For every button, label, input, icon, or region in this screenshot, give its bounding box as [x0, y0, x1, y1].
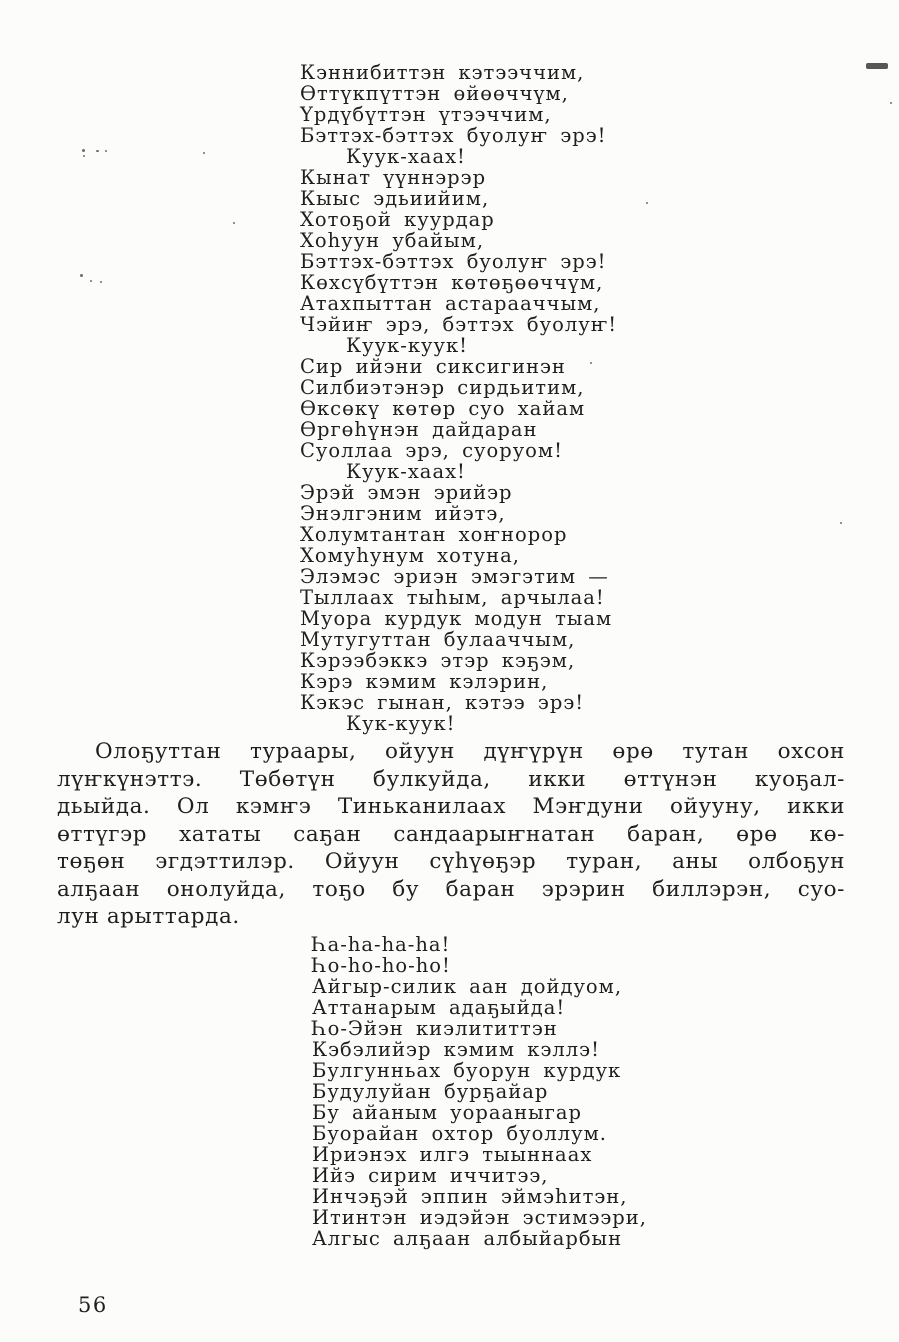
poem-line: Будулуйан бурҕайар	[312, 1079, 549, 1103]
scan-smudge	[866, 63, 888, 69]
poem-line: Айгыр-силик аан дойдуом,	[312, 974, 623, 998]
scan-speck	[590, 362, 592, 364]
poem-line: Элэмэс эриэн эмэгэтим —	[300, 565, 609, 588]
prose-line: лун арыттарда.	[57, 904, 240, 929]
poem-line: Бу айаным уорааныгар	[312, 1100, 582, 1124]
poem-line: Куук-куук!	[346, 334, 468, 357]
poem-stanza-1	[300, 62, 899, 734]
poem-line: Хотоҕой куурдар	[300, 208, 495, 231]
poem-line: Һа-һа-һа-һа!	[312, 932, 451, 956]
poem-line: Энэлгэним ийэтэ,	[300, 502, 506, 525]
prose-paragraph	[57, 738, 845, 931]
poem-line: Эрэй эмэн эрийэр	[300, 481, 513, 504]
poem-line: Алгыс алҕаан албыйарбын	[312, 1226, 623, 1250]
poem-line: Үрдүбүттэн үтээччим,	[300, 103, 552, 126]
poem-line: Һо-Эйэн киэлититтэн	[312, 1016, 558, 1040]
prose-line: дьыйда. Ол кэмҥэ Тиньканилаах Мэҥдуни ойууну, икки	[57, 794, 845, 819]
poem-line: Кэннибиттэн кэтээччим,	[300, 61, 585, 84]
poem-line: Көхсүбүттэн көтөҕөөччүм,	[300, 271, 604, 294]
book-page	[0, 62, 899, 1342]
poem-line: Хоһуун убайым,	[300, 229, 485, 252]
poem-line: Өттүкпүттэн өйөөччүм,	[300, 82, 569, 105]
prose-line: алҕаан онолуйда, тоҕо бу баран эрэрин биллэрэн, суо-	[57, 876, 845, 902]
poem-line: Сир ийэни сиксигинэн	[300, 355, 566, 378]
scan-speck	[890, 102, 892, 104]
scan-speck	[233, 222, 235, 224]
poem-line: Тыллаах тыһым, арчылаа!	[300, 586, 605, 609]
scan-speck	[80, 274, 83, 277]
scan-speck	[100, 281, 102, 283]
poem-line: Муора курдук модун тыам	[300, 607, 613, 630]
poem-line: Һо-һо-һо-һо!	[312, 953, 451, 977]
scan-speck	[83, 155, 85, 157]
poem-line: Суоллаа эрэ, суоруом!	[300, 439, 563, 462]
prose-line: Олоҕуттан тураары, ойуун дүҥүрүн өрө тутан охсон	[95, 739, 845, 764]
poem-line: Бэттэх-бэттэх буолуҥ эрэ!	[300, 124, 607, 147]
poem-line: Силбиэтэнэр сирдьитим,	[300, 376, 585, 399]
scan-speck	[203, 152, 205, 154]
poem-line: Аттанарым адаҕыйда!	[312, 995, 566, 1019]
poem-line: Булгунньах буорун курдук	[312, 1058, 622, 1082]
poem-stanza-2	[312, 934, 899, 1249]
prose-line: лүҥкүнэттэ. Төбөтүн булкуйда, икки өттүнэн куоҕал-	[57, 766, 845, 792]
scan-speck	[90, 280, 92, 282]
prose-line: өттүгэр хататы саҕан сандаарыҥнатан баран, өрө кө-	[57, 821, 845, 847]
scan-speck	[105, 150, 107, 152]
poem-line: Мутугуттан булааччым,	[300, 628, 576, 651]
poem-line: Атахпыттан астарааччым,	[300, 292, 601, 315]
page-number: 56	[78, 1293, 108, 1317]
poem-line: Кэрэ кэмим кэлэрин,	[300, 670, 549, 693]
poem-line: Кук-куук!	[346, 712, 456, 735]
poem-line: Буорайан охтор буоллум.	[312, 1121, 607, 1145]
scan-speck	[840, 522, 842, 524]
poem-line: Холумтантан хоҥнорор	[300, 523, 568, 546]
poem-line: Кэбэлийэр кэмим кэллэ!	[312, 1037, 600, 1061]
poem-line: Кынат үүннэрэр	[300, 166, 487, 189]
scan-speck	[646, 202, 648, 204]
poem-line: Ийэ сирим иччитээ,	[312, 1163, 549, 1187]
poem-line: Кэрээбэккэ этэр кэҕэм,	[300, 649, 576, 672]
scan-speck	[82, 149, 85, 152]
poem-line: Инчэҕэй эппин эймэһитэн,	[312, 1184, 628, 1208]
poem-line: Кэкэс гынан, кэтээ эрэ!	[300, 691, 585, 714]
poem-line: Ириэнэх илгэ тыыннаах	[312, 1142, 593, 1166]
poem-line: Итинтэн иэдэйэн эстимээри,	[312, 1205, 647, 1229]
prose-line: төҕөн эгдэттилэр. Ойуун сүһүөҕэр туран, аны олбоҕун	[57, 849, 845, 874]
poem-line: Өргөһүнэн дайдаран	[300, 418, 538, 441]
poem-line: Кыыс эдьиийим,	[300, 187, 490, 210]
poem-line: Куук-хаах!	[346, 145, 466, 168]
poem-line: Хомуһунум хотуна,	[300, 544, 520, 567]
poem-line: Бэттэх-бэттэх буолуҥ эрэ!	[300, 250, 607, 273]
poem-line: Чэйиҥ эрэ, бэттэх буолуҥ!	[300, 313, 618, 336]
scan-speck	[96, 150, 99, 152]
poem-line: Өксөкү көтөр суо хайам	[300, 397, 586, 420]
poem-line: Куук-хаах!	[346, 460, 466, 483]
